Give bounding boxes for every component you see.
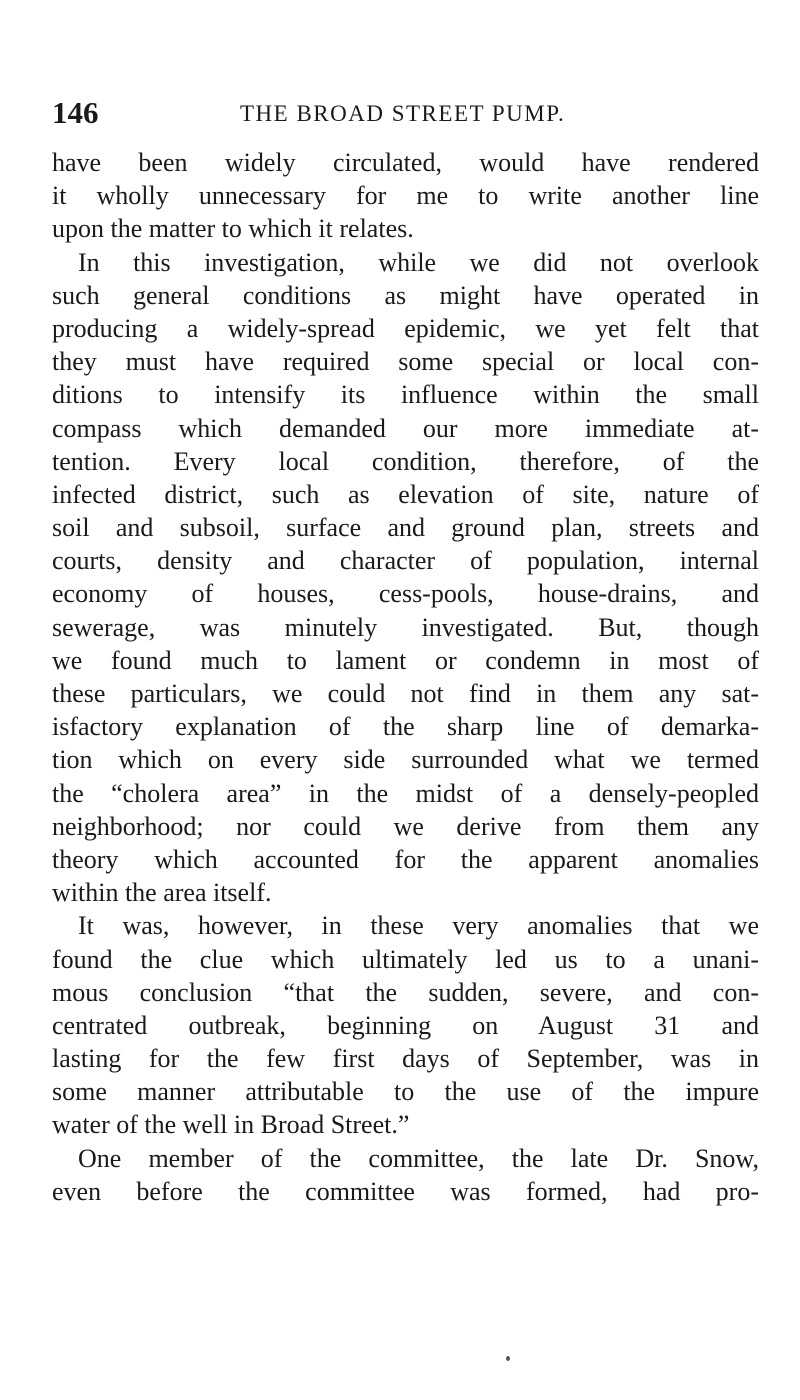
text-line: water of the well in Broad Street.” <box>52 1110 410 1140</box>
text-line: lasting for the few first days of September, was in <box>52 1044 759 1074</box>
text-line: tention. Every local condition, therefore, of the <box>52 446 759 476</box>
text-line: sewerage, was minutely investigated. But, though <box>52 612 759 642</box>
ink-speck <box>506 1356 510 1361</box>
text-line: One member of the committee, the late Dr. Snow, <box>78 1143 759 1173</box>
body-text <box>52 146 759 1208</box>
text-line: isfactory explanation of the sharp line of demarka- <box>52 712 759 742</box>
page-number: 146 <box>52 95 99 130</box>
text-line: courts, density and character of population, internal <box>52 546 759 576</box>
text-line: mous conclusion “that the sudden, severe, and con- <box>52 977 759 1007</box>
text-line: tion which on every side surrounded what we termed <box>52 745 759 775</box>
text-line: neighborhood; nor could we derive from them any <box>52 811 759 841</box>
text-line: these particulars, we could not find in them any sat- <box>52 679 759 708</box>
text-line: producing a widely-spread epidemic, we yet felt that <box>52 313 759 343</box>
text-line: it wholly unnecessary for me to write another line <box>52 181 759 211</box>
text-line: It was, however, in these very anomalies that we <box>78 911 759 941</box>
running-head-title: THE BROAD STREET PUMP. <box>240 101 566 126</box>
text-line: ditions to intensify its influence within the small <box>52 380 759 410</box>
text-line: even before the committee was formed, had pro- <box>52 1176 759 1206</box>
text-line: infected district, such as elevation of site, nature of <box>52 479 759 509</box>
text-line: the “cholera area” in the midst of a densely-peopled <box>52 778 759 808</box>
text-line: we found much to lament or condemn in most of <box>52 645 759 675</box>
text-line: found the clue which ultimately led us to a unani- <box>52 944 759 974</box>
text-line: within the area itself. <box>52 878 272 908</box>
text-line: such general conditions as might have operated in <box>52 280 759 310</box>
text-line: centrated outbreak, beginning on August 31 and <box>52 1010 759 1040</box>
text-line: In this investigation, while we did not overlook <box>78 247 759 277</box>
text-line: soil and subsoil, surface and ground plan, streets and <box>52 513 759 543</box>
text-line: upon the matter to which it relates. <box>52 214 414 244</box>
text-line: economy of houses, cess-pools, house-drains, and <box>52 579 759 609</box>
running-head <box>52 93 752 133</box>
text-line: they must have required some special or local con- <box>52 347 759 377</box>
text-line: compass which demanded our more immediate at- <box>52 413 759 443</box>
text-line: theory which accounted for the apparent anomalies <box>52 844 759 874</box>
text-line: have been widely circulated, would have rendered <box>52 148 759 177</box>
text-line: some manner attributable to the use of the impure <box>52 1077 759 1107</box>
